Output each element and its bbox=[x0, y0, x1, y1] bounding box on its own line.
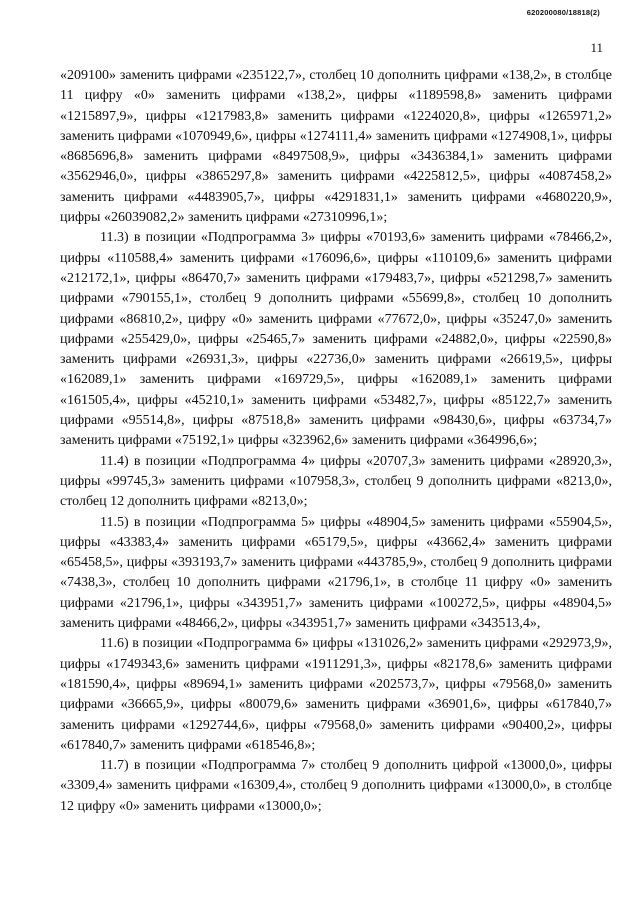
page-number: 11 bbox=[590, 40, 603, 55]
paragraph-11-4: 11.4) в позиции «Подпрограмма 4» цифры «20707,3» заменить цифрами «28920,3», цифры «99745,3» заменить цифрами «107958,3», столбец 9 дополнить цифрами «8213,0», столбец 12 дополнить цифрами «8213,0»; bbox=[60, 453, 612, 510]
document-body bbox=[60, 66, 612, 817]
paragraph-11-7: 11.7) в позиции «Подпрограмма 7» столбец 9 дополнить цифрой «13000,0», цифры «3309,4» заменить цифрами «16309,4», столбец 9 дополнить цифрами «13000,0», в столбце 12 цифру «0» заменить цифрами «13000,0»; bbox=[60, 758, 612, 814]
paragraph-continuation: «209100» заменить цифрами «235122,7», столбец 10 дополнить цифрами «138,2», в столбце 11 цифру «0» заменить цифрами «138,2», цифры «1189598,8» заменить цифрами «1215897,9», цифры «1217983,8» заменить цифрами «1224020,8», цифры «1265971,2» заменить цифрами «1070949,6», цифры «1274111,4» заменить цифрами «1274908,1», цифры «8685696,8» заменить цифрами «8497508,9», цифры «3436384,1» заменить цифрами «3562946,0», цифры «3865297,8» заменить цифрами «4225812,5», цифры «4087458,2» заменить цифрами «4483905,7», цифры «4291831,1» заменить цифрами «4680220,9», цифры «26039082,2» заменить цифрами «27310996,1»; bbox=[60, 68, 612, 226]
paragraph-11-3: 11.3) в позиции «Подпрограмма 3» цифры «70193,6» заменить цифрами «78466,2», цифры «110588,4» заменить цифрами «176096,6», цифры «110109,6» заменить цифрами «212172,1», цифры «86470,7» заменить цифрами «179483,7», цифры «521298,7» заменить цифрами «790155,1», столбец 9 дополнить цифрами «55699,8», столбец 10 дополнить цифрами «86810,2», цифру «0» заменить цифрами «77672,0», цифры «35247,0» заменить цифрами «255429,0», цифры «25465,7» заменить цифрами «24882,0», цифры «22590,8» заменить цифрами «26931,3», цифры «22736,0» заменить цифрами «26619,5», цифры «162089,1» заменить цифрами «169729,5», цифры «162089,1» заменить цифрами «161505,4», цифры «45210,1» заменить цифрами «53482,7», цифры «85122,7» заменить цифрами «95514,8», цифры «87518,8» заменить цифрами «98430,6», цифры «63734,7» заменить цифрами «75192,1» цифры «323962,6» заменить цифрами «364996,6»; bbox=[60, 230, 612, 449]
paragraph-11-6: 11.6) в позиции «Подпрограмма 6» цифры «131026,2» заменить цифрами «292973,9», цифры «1749343,6» заменить цифрами «1911291,3», цифры «82178,6» заменить цифрами «181590,4», цифры «89694,1» заменить цифрами «202573,7», цифры «79568,0» заменить цифрами «36665,9», цифры «80079,6» заменить цифрами «36901,6», цифры «617840,7» заменить цифрами «1292744,6», цифры «79568,0» заменить цифрами «90400,2», цифры «617840,7» заменить цифрами «618546,8»; bbox=[60, 636, 612, 753]
paragraph-11-5: 11.5) в позиции «Подпрограмма 5» цифры «48904,5» заменить цифрами «55904,5», цифры «43383,4» заменить цифрами «65179,5», цифры «43662,4» заменить цифрами «65458,5», цифры «393193,7» заменить цифрами «443785,9», столбец 9 дополнить цифрами «7438,3», столбец 10 дополнить цифрами «21796,1», в столбце 11 цифру «0» заменить цифрами «21796,1», цифры «343951,7» заменить цифрами «100272,5», цифры «48904,5» заменить цифрами «48466,2», цифры «343951,7» заменить цифрами «343513,4», bbox=[60, 514, 612, 632]
document-id: 620200080/18818(2) bbox=[526, 8, 600, 17]
